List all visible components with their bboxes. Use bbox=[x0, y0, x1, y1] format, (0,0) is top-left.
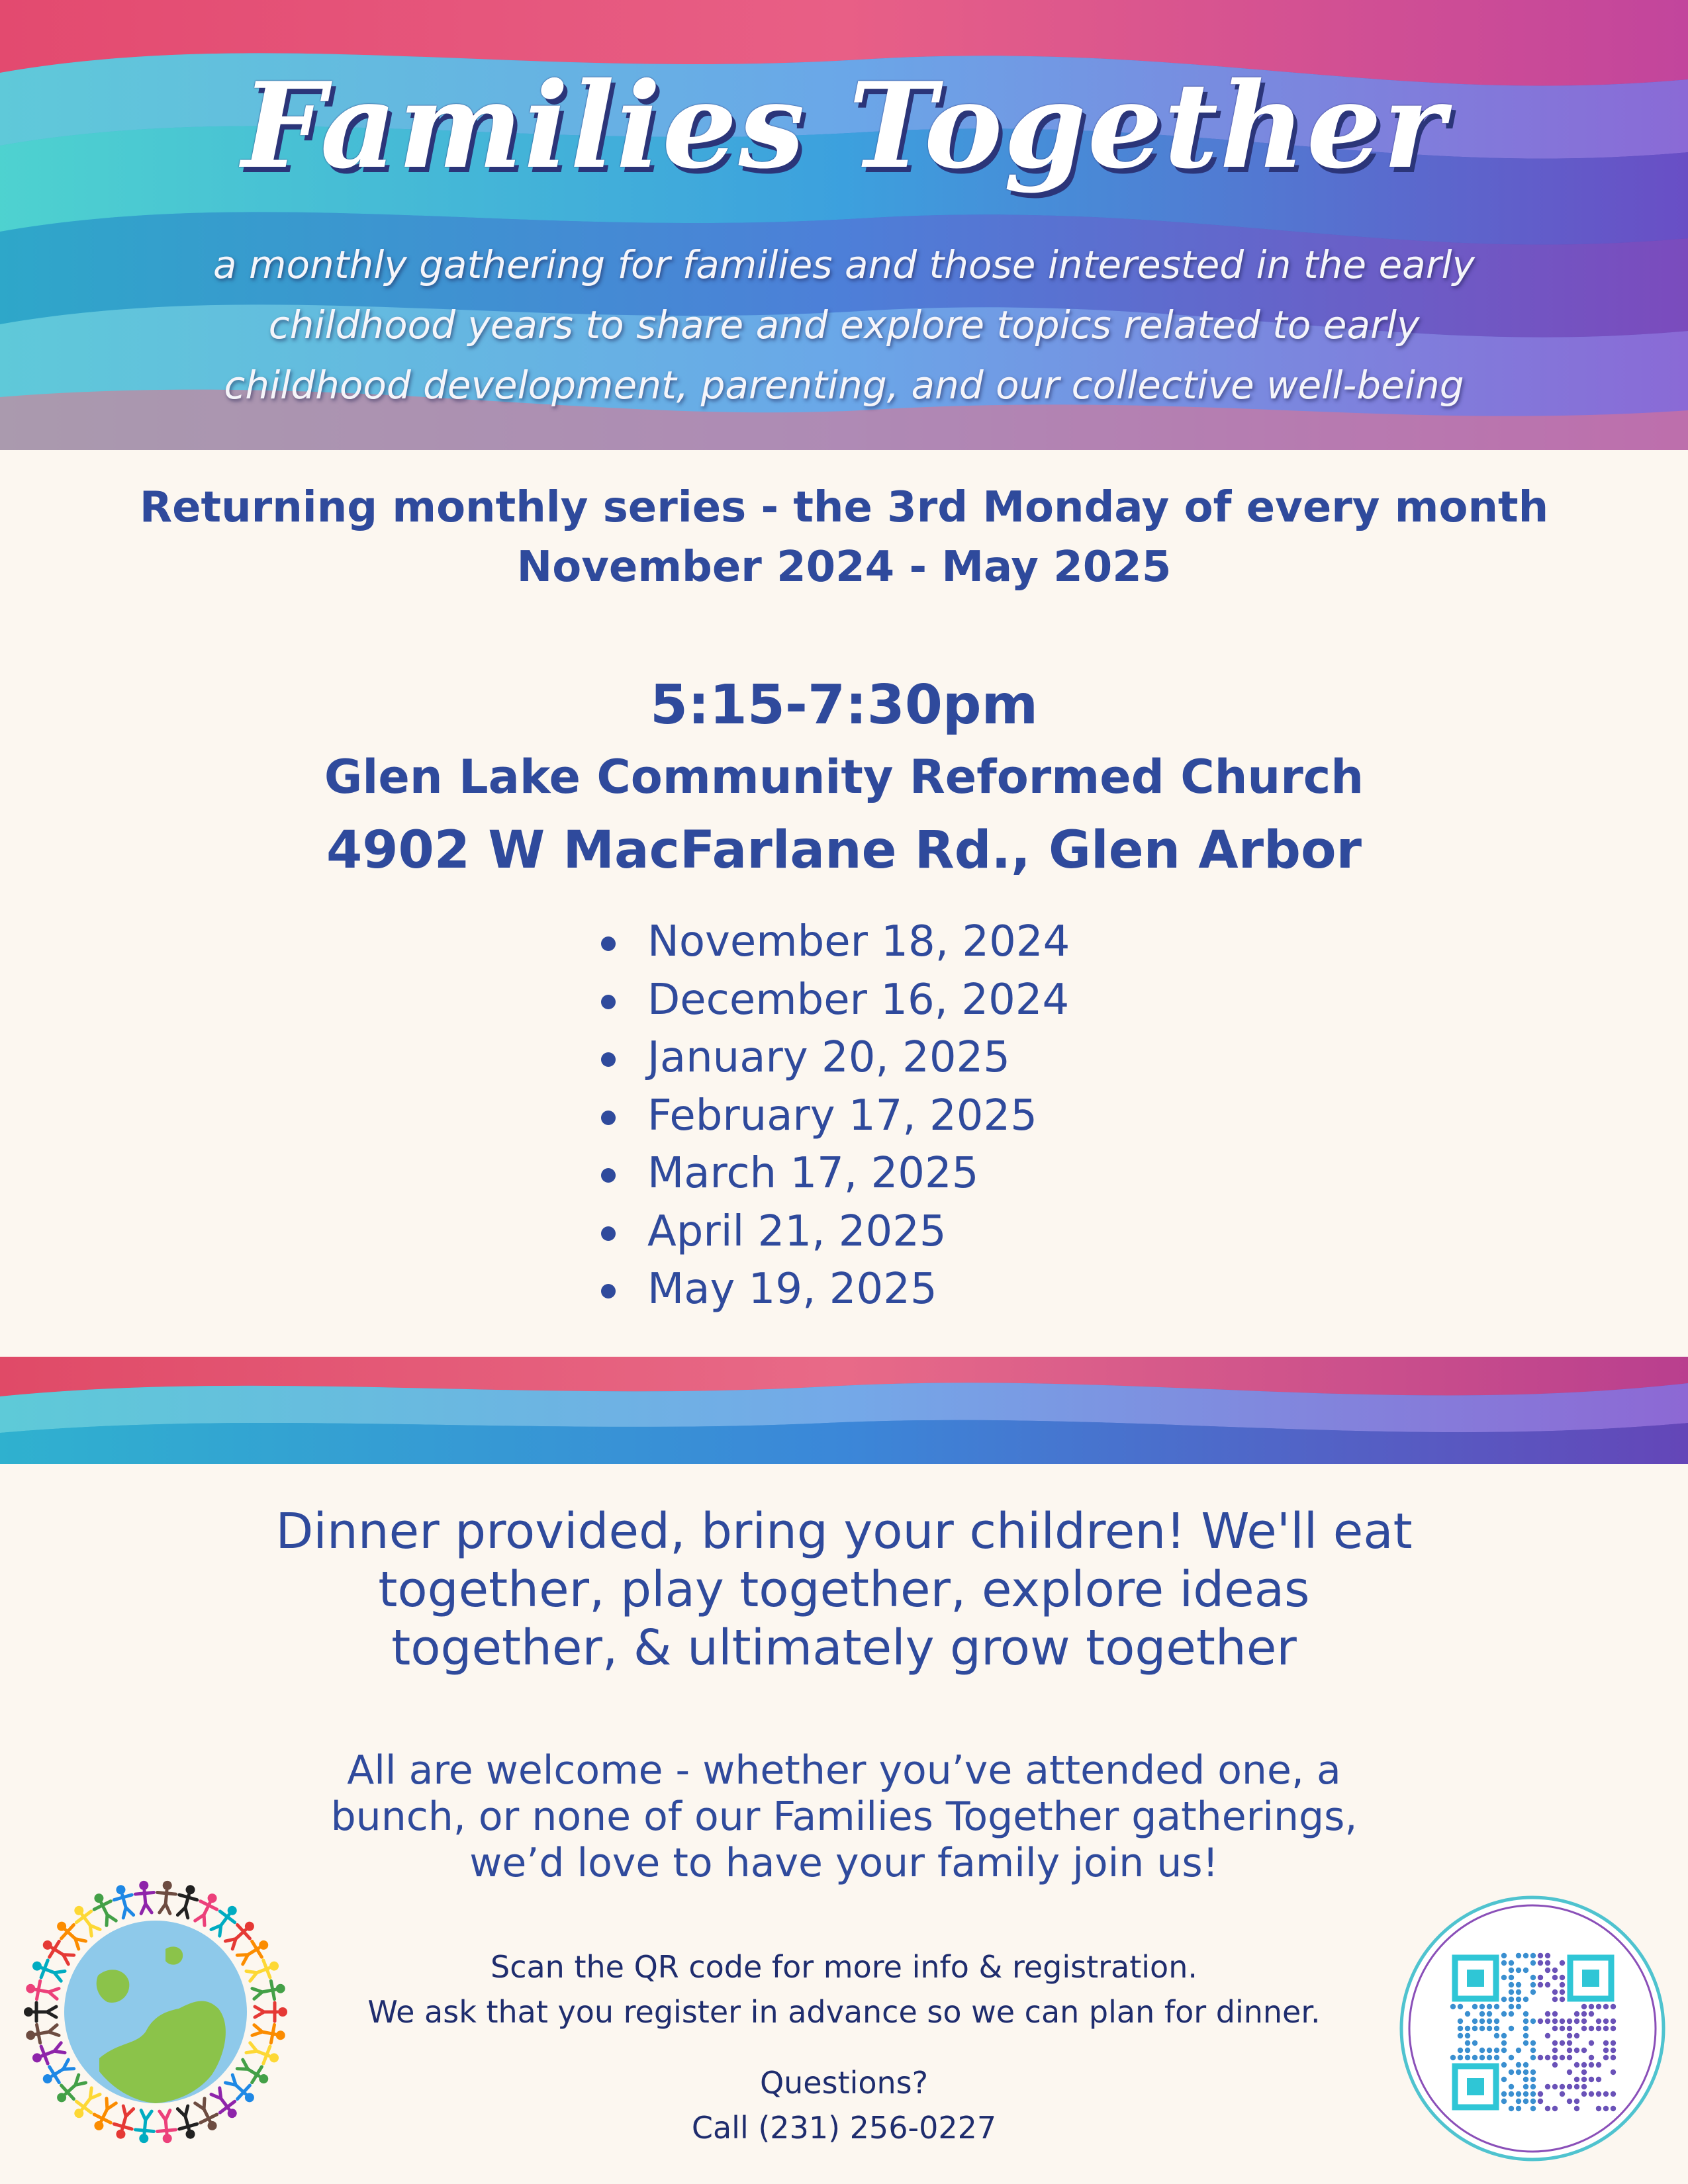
date-text: April 21, 2025 bbox=[647, 1206, 947, 1256]
list-item bbox=[596, 1261, 1192, 1319]
child-figure bbox=[174, 1883, 201, 1919]
list-item bbox=[596, 972, 1192, 1030]
globe-with-children-ring-icon bbox=[20, 1876, 291, 2148]
list-item bbox=[596, 1203, 1192, 1261]
child-figure bbox=[245, 1956, 282, 1985]
welcome-line: bunch, or none of our Families Together gatherings, bbox=[330, 1794, 1358, 1840]
child-figure bbox=[156, 1880, 177, 1914]
child-figure bbox=[24, 2003, 56, 2021]
bullet-icon bbox=[601, 1052, 616, 1067]
subtitle bbox=[66, 235, 1622, 416]
list-item bbox=[596, 1029, 1192, 1087]
welcome-line: All are welcome - whether you’ve attended one, a bbox=[347, 1747, 1341, 1794]
bullet-icon bbox=[601, 936, 616, 951]
date-text: May 19, 2025 bbox=[647, 1265, 937, 1314]
date-text: February 17, 2025 bbox=[647, 1091, 1037, 1140]
child-figure bbox=[255, 2003, 287, 2021]
child-figure bbox=[24, 2021, 60, 2046]
child-figure bbox=[245, 2039, 282, 2068]
questions-label: Questions? bbox=[759, 2065, 929, 2101]
child-figure bbox=[38, 1934, 75, 1968]
bullet-icon bbox=[601, 1284, 616, 1298]
child-figure bbox=[38, 2056, 75, 2089]
scan-line: Scan the QR code for more info & registration. bbox=[491, 1949, 1197, 1985]
child-figure bbox=[111, 2105, 137, 2141]
child-figure bbox=[174, 2105, 201, 2141]
scan-line: We ask that you register in advance so we can plan for dinner. bbox=[367, 1994, 1321, 2030]
dinner-line: together, & ultimately grow together bbox=[391, 1619, 1297, 1676]
date-text: March 17, 2025 bbox=[647, 1149, 979, 1198]
child-figure bbox=[24, 1979, 60, 2003]
venue-address: 4902 W MacFarlane Rd., Glen Arbor bbox=[326, 821, 1362, 880]
child-figure bbox=[235, 1934, 272, 1968]
list-item bbox=[596, 1087, 1192, 1146]
page-title: Families Together bbox=[242, 56, 1446, 195]
wave-background-mid bbox=[0, 1357, 1688, 1464]
bullet-icon bbox=[601, 1111, 616, 1125]
child-figure bbox=[252, 1979, 287, 2003]
venue-name: Glen Lake Community Reformed Church bbox=[324, 750, 1364, 804]
bullet-icon bbox=[601, 995, 616, 1009]
child-figure bbox=[89, 2097, 120, 2134]
date-text: November 18, 2024 bbox=[647, 917, 1070, 966]
bullet-icon bbox=[601, 1168, 616, 1183]
phone-number: Call (231) 256-0227 bbox=[691, 2110, 997, 2146]
date-list bbox=[596, 913, 1192, 1319]
subtitle-line: childhood development, parenting, and our collective well-being bbox=[224, 363, 1464, 408]
child-figure bbox=[89, 1890, 120, 1927]
qr-code-icon[interactable] bbox=[1397, 1893, 1668, 2164]
child-figure bbox=[134, 1880, 156, 1914]
series-info bbox=[0, 478, 1688, 597]
child-figure bbox=[156, 2110, 177, 2144]
child-figure bbox=[191, 2097, 222, 2134]
welcome-message bbox=[0, 1747, 1688, 1886]
bullet-icon bbox=[601, 1226, 616, 1241]
list-item bbox=[596, 1145, 1192, 1203]
dinner-line: Dinner provided, bring your children! We'll eat bbox=[275, 1503, 1413, 1560]
child-figure bbox=[235, 2056, 272, 2089]
date-text: December 16, 2024 bbox=[647, 975, 1070, 1024]
dinner-line: together, play together, explore ideas bbox=[378, 1561, 1310, 1618]
child-figure bbox=[29, 2039, 66, 2068]
welcome-line: we’d love to have your family join us! bbox=[469, 1840, 1219, 1886]
subtitle-line: a monthly gathering for families and those interested in the early bbox=[213, 242, 1475, 287]
event-time: 5:15-7:30pm bbox=[649, 674, 1039, 737]
date-text: January 20, 2025 bbox=[647, 1033, 1010, 1082]
dinner-message bbox=[0, 1502, 1688, 1677]
series-frequency: Returning monthly series - the 3rd Monday of every month bbox=[139, 483, 1549, 532]
child-figure bbox=[191, 1890, 222, 1927]
list-item bbox=[596, 913, 1192, 972]
child-figure bbox=[134, 2110, 156, 2144]
subtitle-line: childhood years to share and explore topics related to early bbox=[268, 302, 1420, 347]
wave-divider bbox=[0, 1357, 1688, 1464]
child-figure bbox=[111, 1883, 137, 1919]
series-date-range: November 2024 - May 2025 bbox=[516, 543, 1172, 592]
child-figure bbox=[252, 2021, 287, 2046]
child-figure bbox=[29, 1956, 66, 1985]
